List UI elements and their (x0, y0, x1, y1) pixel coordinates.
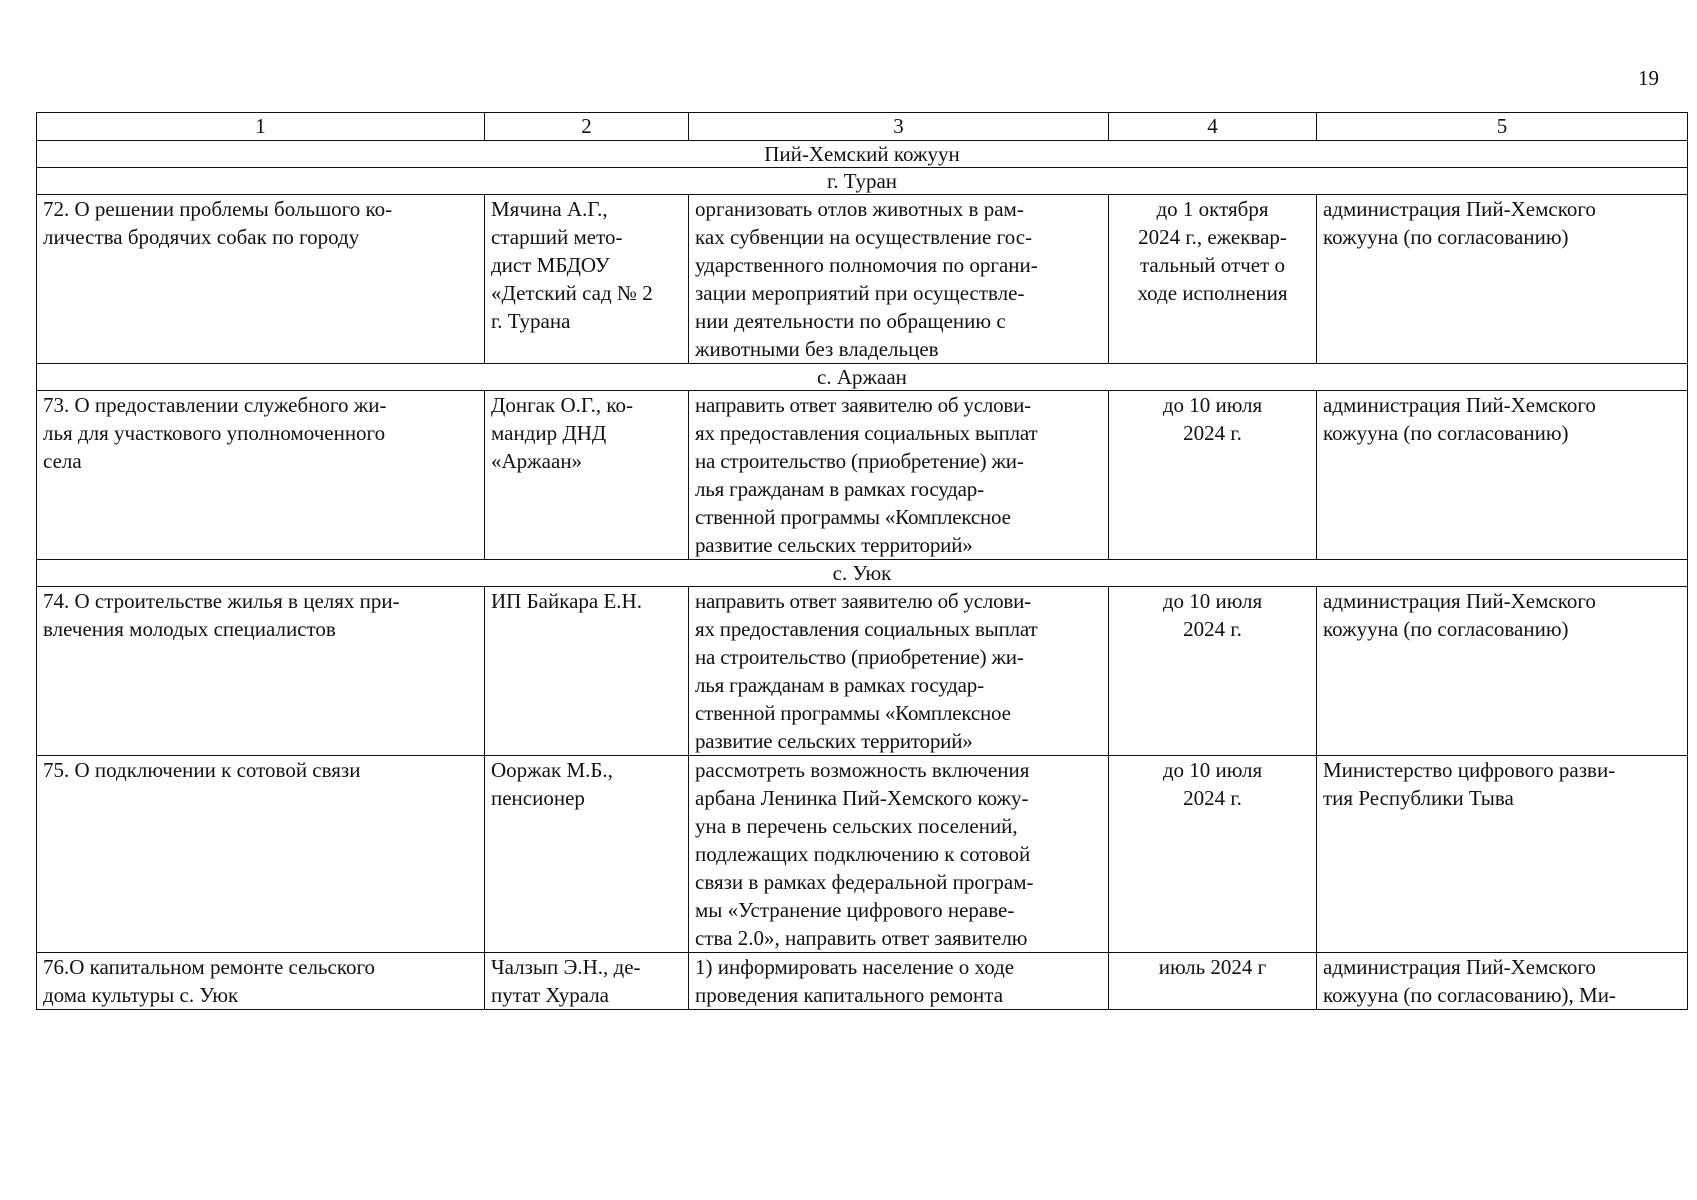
issue-cell: 73. О предоставлении служебного жи- лья для участкового уполномоченного села (37, 391, 485, 560)
column-number: 3 (689, 113, 1109, 141)
issue-cell: 75. О подключении к сотовой связи (37, 756, 485, 953)
table-row (37, 756, 1688, 953)
column-number-row (37, 113, 1688, 141)
applicant-cell: Донгак О.Г., ко- мандир ДНД «Аржаан» (485, 391, 689, 560)
section-title: с. Аржаан (37, 364, 1688, 391)
measure-cell: 1) информировать население о ходе проведения капитального ремонта (689, 953, 1109, 1010)
section-title: с. Уюк (37, 560, 1688, 587)
section-title: г. Туран (37, 168, 1688, 195)
page-number: 19 (1638, 66, 1659, 90)
measure-cell: направить ответ заявителю об услови- ях предоставления социальных выплат на строительство (приобретение) жи- лья гражданам в рамках государ- ственной программы «Комплексное развитие сельских территорий» (689, 391, 1109, 560)
column-number: 2 (485, 113, 689, 141)
deadline-cell: июль 2024 г (1109, 953, 1317, 1010)
decisions-table (36, 112, 1688, 1010)
section-row (37, 560, 1688, 587)
applicant-cell: Чалзып Э.Н., де- путат Хурала (485, 953, 689, 1010)
table-row (37, 587, 1688, 756)
applicant-cell: Мячина А.Г., старший мето- дист МБДОУ «Детский сад № 2 г. Турана (485, 195, 689, 364)
responsible-cell: администрация Пий-Хемского кожууна (по согласованию), Ми- (1317, 953, 1688, 1010)
responsible-cell: администрация Пий-Хемского кожууна (по согласованию) (1317, 195, 1688, 364)
district-row (37, 141, 1688, 168)
applicant-cell: ИП Байкара Е.Н. (485, 587, 689, 756)
deadline-cell: до 10 июля 2024 г. (1109, 391, 1317, 560)
issue-cell: 74. О строительстве жилья в целях при- влечения молодых специалистов (37, 587, 485, 756)
applicant-cell: Ооржак М.Б., пенсионер (485, 756, 689, 953)
column-number: 4 (1109, 113, 1317, 141)
responsible-cell: Министерство цифрового разви- тия Республики Тыва (1317, 756, 1688, 953)
district-title: Пий-Хемский кожуун (37, 141, 1688, 168)
deadline-cell: до 10 июля 2024 г. (1109, 587, 1317, 756)
issue-cell: 76.О капитальном ремонте сельского дома культуры с. Уюк (37, 953, 485, 1010)
section-row (37, 168, 1688, 195)
deadline-cell: до 1 октября 2024 г., ежеквар- тальный отчет о ходе исполнения (1109, 195, 1317, 364)
issue-cell: 72. О решении проблемы большого ко- личества бродячих собак по городу (37, 195, 485, 364)
column-number: 5 (1317, 113, 1688, 141)
table-row (37, 195, 1688, 364)
responsible-cell: администрация Пий-Хемского кожууна (по согласованию) (1317, 391, 1688, 560)
table-row (37, 953, 1688, 1010)
measure-cell: организовать отлов животных в рам- ках субвенции на осуществление гос- ударственного полномочия по органи- зации мероприятий при осуществле- нии деятельности по обращению с животными без владельцев (689, 195, 1109, 364)
responsible-cell: администрация Пий-Хемского кожууна (по согласованию) (1317, 587, 1688, 756)
section-row (37, 364, 1688, 391)
measure-cell: направить ответ заявителю об услови- ях предоставления социальных выплат на строительство (приобретение) жи- лья гражданам в рамках государ- ственной программы «Комплексное развитие сельских территорий» (689, 587, 1109, 756)
deadline-cell: до 10 июля 2024 г. (1109, 756, 1317, 953)
measure-cell: рассмотреть возможность включения арбана Ленинка Пий-Хемского кожу- уна в перечень сельских поселений, подлежащих подключению к сотовой связи в рамках федеральной програм- мы «Устранение цифрового нераве- ства 2.0», направить ответ заявителю (689, 756, 1109, 953)
table-row (37, 391, 1688, 560)
column-number: 1 (37, 113, 485, 141)
